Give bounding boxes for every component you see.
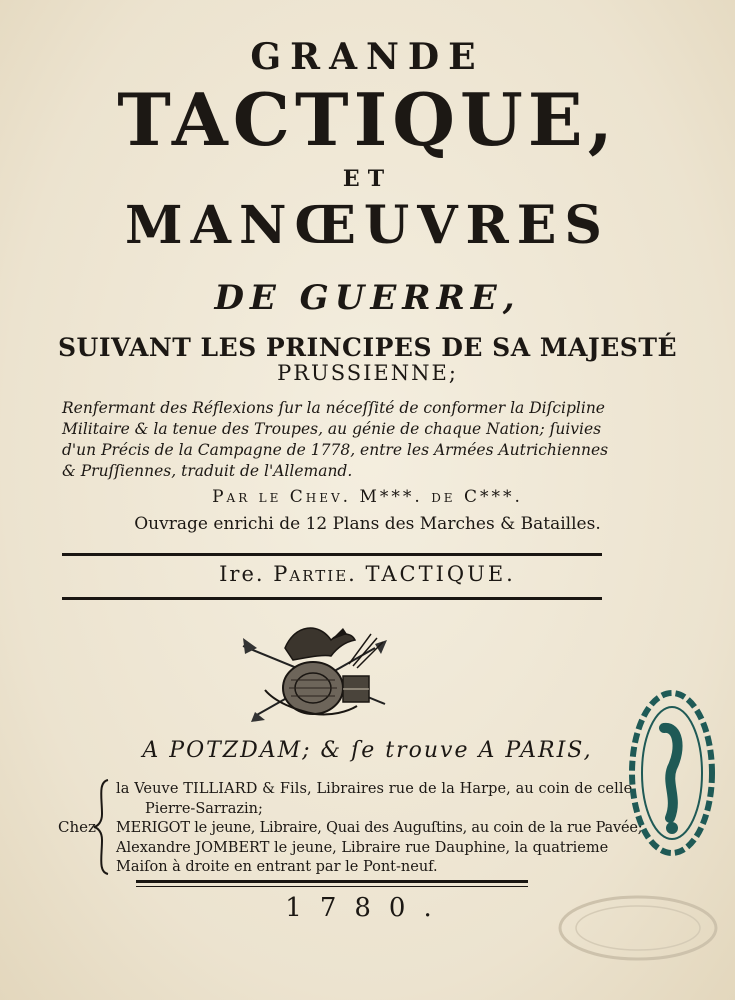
subtitle-prussienne: PRUSSIENNE; (277, 361, 458, 385)
booksellers-list (116, 780, 643, 878)
part-number: Ire. (219, 562, 265, 586)
author-line: Par le Chev. M***. de C***. (212, 487, 523, 507)
title-manoeuvres: MANŒUVRES (125, 195, 610, 256)
military-trophy-vignette-icon (235, 618, 395, 728)
title-grande: GRANDE (250, 36, 485, 78)
description-line: & Pruſſiennes, traduit de l'Allemand. (62, 462, 353, 480)
divider-rule (62, 553, 602, 556)
description-line: d'un Précis de la Campagne de 1778, entre les Armées Autrichiennes (62, 441, 609, 459)
bookseller-line: la Veuve TILLIARD & Fils, Libraires rue de la Harpe, au coin de celle (116, 781, 633, 797)
faded-stamp-icon (556, 893, 721, 963)
subtitle-principes: SUIVANT LES PRINCIPES DE SA MAJESTÉ (57, 333, 678, 362)
bookseller-line: Alexandre JOMBERT le jeune, Libraire rue Dauphine, la quatrieme (116, 839, 609, 856)
title-de-guerre: DE GUERRE, (214, 278, 521, 318)
title-tactique: TACTIQUE, (117, 77, 618, 162)
curly-brace-icon (92, 778, 112, 876)
divider-rule (136, 880, 528, 883)
imprint-place: A POTZDAM; & ſe trouve A PARIS, (142, 738, 593, 763)
description-line: Militaire & la tenue des Troupes, au génie de chaque Nation; ſuivies (62, 420, 602, 438)
publication-year: 1780. (285, 893, 450, 923)
part-name: TACTIQUE. (365, 562, 516, 586)
divider-rule (62, 597, 602, 600)
bookseller-line: Maiſon à droite en entrant par le Pont-neuf. (116, 859, 438, 876)
bookseller-line: Pierre-Sarrazin; (145, 800, 263, 817)
bookseller-line: MERIGOT le jeune, Libraire, Quai des Auguſtins, au coin de la rue Pavée; (116, 820, 643, 837)
part-heading (0, 562, 735, 586)
title-et: ET (342, 166, 393, 192)
description-line: Renfermant des Réflexions ſur la néceſſité de conformer la Diſcipline (62, 399, 605, 417)
part-label: Partie. (273, 562, 357, 586)
divider-rule (136, 886, 528, 887)
description-block (50, 398, 690, 482)
chez-label: Chez (58, 818, 96, 836)
enrichment-line: Ouvrage enrichi de 12 Plans des Marches & Batailles. (134, 514, 601, 534)
library-stamp-icon (628, 688, 716, 858)
